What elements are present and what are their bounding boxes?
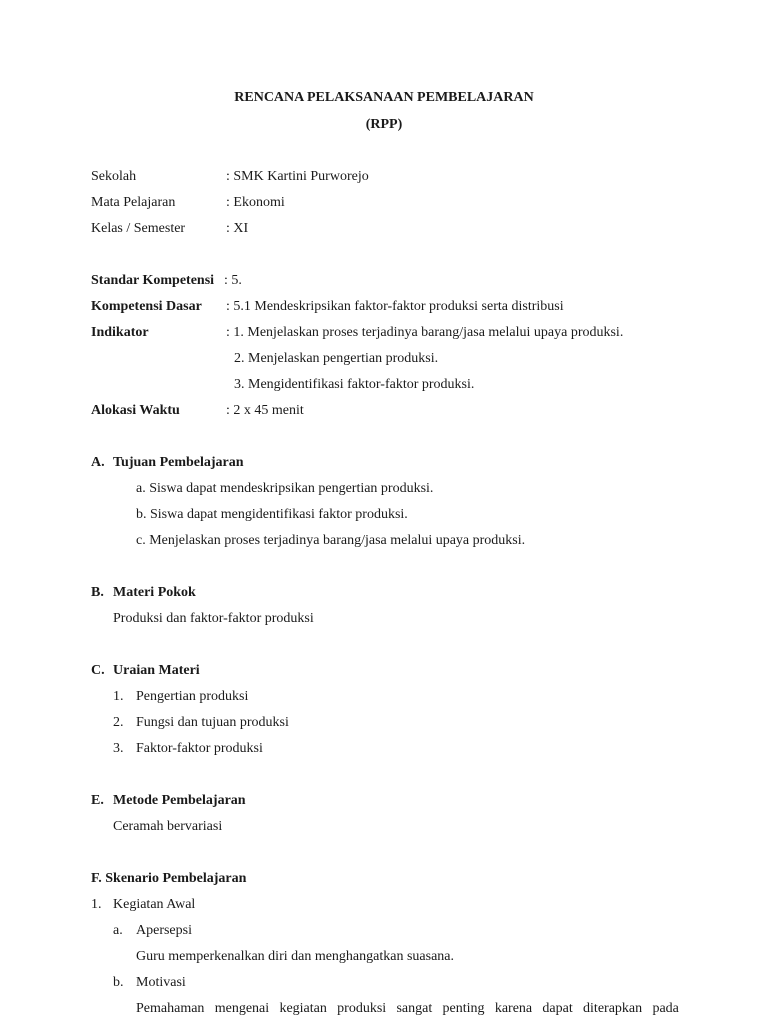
kompetensi-dasar-label: Kompetensi Dasar xyxy=(91,299,202,314)
indikator-item-2: 2. Menjelaskan pengertian produksi. xyxy=(234,351,439,366)
tujuan-item-a: a. Siswa dapat mendeskripsikan pengertian produksi. xyxy=(136,481,434,496)
motivasi-word: karena xyxy=(494,1001,533,1016)
section-e-marker: E. xyxy=(91,793,104,808)
apersepsi-label: Apersepsi xyxy=(136,923,192,938)
document-title: RENCANA PELAKSANAAN PEMBELAJARAN xyxy=(234,90,534,105)
section-e-heading: Metode Pembelajaran xyxy=(113,793,246,808)
motivasi-word: sangat xyxy=(396,1001,433,1016)
uraian-item-number: 1. xyxy=(113,689,124,704)
identity-value-kelas: : XI xyxy=(226,221,249,236)
motivasi-word: produksi xyxy=(337,1001,387,1016)
motivasi-label: Motivasi xyxy=(136,975,186,990)
motivasi-word: pada xyxy=(652,1001,679,1016)
section-c-heading: Uraian Materi xyxy=(113,663,200,678)
kompetensi-dasar-value: : 5.1 Mendeskripsikan faktor-faktor produksi serta distribusi xyxy=(226,299,564,314)
motivasi-word: diterapkan xyxy=(583,1001,643,1016)
materi-pokok-text: Produksi dan faktor-faktor produksi xyxy=(113,611,314,626)
section-a-heading: Tujuan Pembelajaran xyxy=(113,455,244,470)
kegiatan-awal-number: 1. xyxy=(91,897,102,912)
indikator-item-1: : 1. Menjelaskan proses terjadinya barang/jasa melalui upaya produksi. xyxy=(226,325,624,340)
standar-kompetensi-value: : 5. xyxy=(224,273,242,288)
tujuan-item-c: c. Menjelaskan proses terjadinya barang/jasa melalui upaya produksi. xyxy=(136,533,526,548)
uraian-item-text: Faktor-faktor produksi xyxy=(136,741,263,756)
alokasi-waktu-label: Alokasi Waktu xyxy=(91,403,180,418)
identity-label-sekolah: Sekolah xyxy=(91,169,137,184)
indikator-item-3: 3. Mengidentifikasi faktor-faktor produksi. xyxy=(234,377,475,392)
indikator-label: Indikator xyxy=(91,325,149,340)
motivasi-word: dapat xyxy=(542,1001,573,1016)
motivasi-word: Pemahaman xyxy=(136,1001,205,1016)
alokasi-waktu-value: : 2 x 45 menit xyxy=(226,403,304,418)
uraian-item-text: Pengertian produksi xyxy=(136,689,249,704)
document-subtitle: (RPP) xyxy=(365,117,403,132)
section-f-heading: F. Skenario Pembelajaran xyxy=(91,871,247,886)
section-c-marker: C. xyxy=(91,663,105,678)
motivasi-word: penting xyxy=(442,1001,485,1016)
uraian-item-text: Fungsi dan tujuan produksi xyxy=(136,715,289,730)
identity-value-sekolah: : SMK Kartini Purworejo xyxy=(226,169,369,184)
metode-text: Ceramah bervariasi xyxy=(113,819,223,834)
standar-kompetensi-label: Standar Kompetensi xyxy=(91,273,215,288)
identity-label-kelas: Kelas / Semester xyxy=(91,221,186,236)
kegiatan-awal-label: Kegiatan Awal xyxy=(113,897,196,912)
apersepsi-marker: a. xyxy=(113,923,123,938)
motivasi-text xyxy=(136,1001,679,1017)
tujuan-item-b: b. Siswa dapat mengidentifikasi faktor produksi. xyxy=(136,507,408,522)
motivasi-word: kegiatan xyxy=(279,1001,327,1016)
identity-value-mapel: : Ekonomi xyxy=(226,195,285,210)
apersepsi-text: Guru memperkenalkan diri dan menghangatkan suasana. xyxy=(136,949,455,964)
identity-label-mapel: Mata Pelajaran xyxy=(91,195,176,210)
section-b-marker: B. xyxy=(91,585,104,600)
section-a-marker: A. xyxy=(91,455,105,470)
section-b-heading: Materi Pokok xyxy=(113,585,196,600)
uraian-item-number: 2. xyxy=(113,715,124,730)
motivasi-marker: b. xyxy=(113,975,124,990)
uraian-item-number: 3. xyxy=(113,741,124,756)
motivasi-word: mengenai xyxy=(214,1001,270,1016)
